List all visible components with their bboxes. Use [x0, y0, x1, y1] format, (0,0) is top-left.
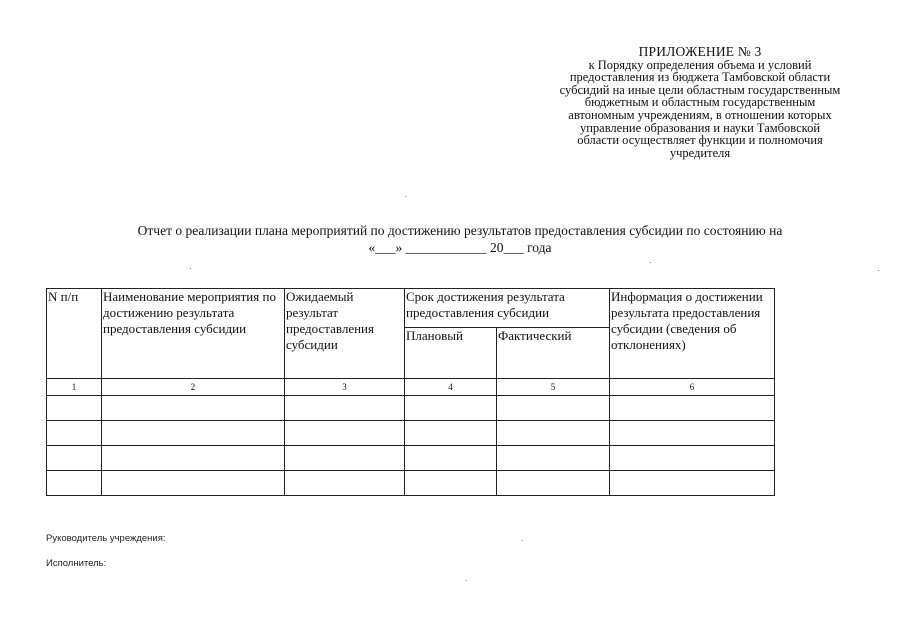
appendix-line: бюджетным и областным государственным	[584, 95, 816, 110]
table-cell	[47, 446, 102, 471]
appendix-line: области осуществляет функции и полномочия	[577, 133, 823, 148]
report-title	[60, 222, 860, 256]
column-number: 3	[285, 379, 405, 396]
appendix-line: субсидий на иные цели областным государственным	[559, 82, 841, 97]
table-cell	[610, 396, 775, 421]
table-cell	[285, 471, 405, 496]
column-number: 4	[405, 379, 497, 396]
table-cell	[497, 396, 610, 421]
table-row	[47, 471, 775, 496]
column-number: 2	[102, 379, 285, 396]
report-title-line2: «___» ____________ 20___ года	[368, 240, 552, 255]
scan-speck	[522, 540, 523, 541]
scan-speck	[405, 196, 406, 197]
table-cell	[285, 421, 405, 446]
scan-speck	[190, 268, 191, 269]
appendix-line: к Порядку определения объема и условий	[588, 57, 812, 72]
appendix-line: учредителя	[669, 145, 731, 160]
appendix-heading: ПРИЛОЖЕНИЕ № 3	[638, 44, 762, 59]
header-event: Наименование мероприятия по достижению результата предоставления субсидии	[102, 289, 285, 379]
table-cell	[47, 421, 102, 446]
table-cell	[405, 471, 497, 496]
header-deadline: Срок достижения результата предоставления субсидии	[405, 289, 610, 328]
scan-speck	[466, 580, 467, 581]
header-expected-result: Ожидаемый результат предоставления субсидии	[285, 289, 405, 379]
appendix-line: автономным учреждениям, в отношении которых	[568, 107, 832, 122]
scan-speck	[878, 270, 879, 271]
table-cell	[610, 421, 775, 446]
header-number: N п/п	[47, 289, 102, 379]
table-cell	[102, 471, 285, 496]
report-title-line1: Отчет о реализации плана мероприятий по достижению результатов предоставления субсидии по состоянию на	[137, 223, 783, 238]
column-number: 1	[47, 379, 102, 396]
report-table	[46, 288, 775, 496]
table-cell	[497, 446, 610, 471]
header-actual: Фактический	[497, 328, 610, 379]
table-cell	[610, 446, 775, 471]
table-row	[47, 396, 775, 421]
table-cell	[610, 471, 775, 496]
column-number: 5	[497, 379, 610, 396]
table-cell	[47, 396, 102, 421]
table-cell	[102, 446, 285, 471]
table-cell	[405, 396, 497, 421]
table-cell	[285, 396, 405, 421]
appendix-line: управление образования и науки Тамбовской	[579, 120, 821, 135]
appendix-line: предоставления из бюджета Тамбовской области	[569, 70, 831, 85]
table-cell	[405, 446, 497, 471]
table-cell	[405, 421, 497, 446]
table-row	[47, 421, 775, 446]
executor-signature-label: Исполнитель:	[46, 558, 107, 569]
table-row	[47, 446, 775, 471]
table-cell	[102, 421, 285, 446]
head-signature-label: Руководитель учреждения:	[46, 533, 166, 544]
table-cell	[47, 471, 102, 496]
appendix-block	[520, 46, 880, 159]
table-cell	[497, 471, 610, 496]
table-cell	[497, 421, 610, 446]
header-planned: Плановый	[405, 328, 497, 379]
scan-speck	[650, 262, 651, 263]
table-cell	[102, 396, 285, 421]
header-information: Информация о достижении результата предоставления субсидии (сведения об отклонениях)	[610, 289, 775, 379]
column-number: 6	[610, 379, 775, 396]
column-number-row	[47, 379, 775, 396]
table-cell	[285, 446, 405, 471]
